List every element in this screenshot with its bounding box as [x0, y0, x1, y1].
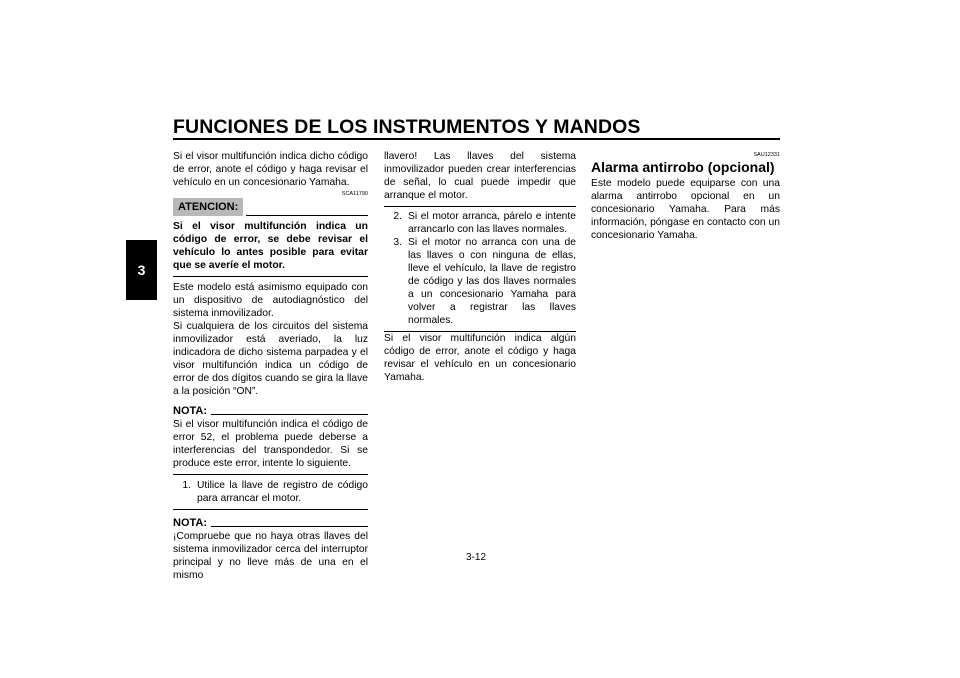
- column-3: [591, 150, 780, 242]
- column-1: [173, 150, 368, 582]
- note-text: Si el visor multifunción indica el código de error 52, el problema puede deberse a interferencias del transpondedor. Si se produce este error, intente lo siguiente.: [173, 418, 368, 475]
- section-title: Alarma antirrobo (opcional): [591, 159, 775, 175]
- paragraph: Si cualquiera de los circuitos del sistema inmovilizador está averiado, la luz indicadora de dicho sistema parpadea y el visor multifunción indica un código de error de dos dígitos cuando se gira la llave a la posición “ON”.: [173, 321, 368, 397]
- caution-rule: [246, 215, 368, 216]
- list-text: Utilice la llave de registro de código para arrancar el motor.: [197, 480, 368, 504]
- step-list: [173, 479, 368, 510]
- paragraph: Este modelo está asimismo equipado con un dispositivo de autodiagnóstico del sistema inmovilizador.: [173, 282, 368, 319]
- caution-header: [173, 198, 368, 216]
- paragraph: Si el visor multifunción indica dicho código de error, anote el código y haga revisar el vehículo en un concesionario Yamaha.: [173, 151, 368, 188]
- list-item: [384, 210, 576, 236]
- note-text-continued: llavero! Las llaves del sistema inmovilizador pueden crear interferencias de señal, lo cual puede impedir que arranque el motor.: [384, 151, 576, 201]
- note-text: ¡Compruebe que no haya otras llaves del sistema inmovilizador cerca del interruptor principal y no lleve más de una en el mismo: [173, 531, 368, 581]
- paragraph: Este modelo puede equiparse con una alarma antirrobo opcional en un concesionario Yamaha. Para más información, póngase en contacto con un concesionario Yamaha.: [591, 178, 780, 241]
- step-list: [384, 206, 576, 332]
- list-item: [384, 236, 576, 327]
- list-number: 3.: [393, 237, 402, 248]
- caution-text: Si el visor multifunción indica un código de error, se debe revisar el vehículo lo antes posible para evitar que se averíe el motor.: [173, 220, 368, 277]
- note-label: NOTA:: [173, 517, 208, 529]
- note-header: [173, 405, 368, 418]
- list-number: 2.: [393, 211, 402, 222]
- note-rule: [211, 526, 368, 527]
- reference-code: SAU12331: [753, 152, 780, 158]
- list-text: Si el motor arranca, párelo e intente arrancarlo con las llaves normales.: [408, 211, 576, 235]
- page-number: 3-12: [466, 552, 487, 563]
- caution-label: ATENCION:: [173, 198, 243, 216]
- note-label: NOTA:: [173, 405, 208, 417]
- list-item: [173, 479, 368, 505]
- list-number: 1.: [182, 480, 191, 491]
- list-text: Si el motor no arranca con una de las llaves o con ninguna de ellas, lleve el vehículo, la llave de registro de código y las dos llaves normales a un concesionario Yamaha para volver a registrar las llaves normales.: [408, 237, 576, 326]
- reference-code: SCA11790: [341, 191, 368, 197]
- paragraph: Si el visor multifunción indica algún código de error, anote el código y haga revisar el vehículo en un concesionario Yamaha.: [384, 333, 576, 383]
- chapter-tab: 3: [126, 240, 157, 300]
- page-title: FUNCIONES DE LOS INSTRUMENTOS Y MANDOS: [173, 116, 641, 138]
- note-header: [173, 517, 368, 530]
- column-2: [384, 150, 576, 384]
- note-rule: [211, 414, 368, 415]
- header-rule: [173, 138, 780, 140]
